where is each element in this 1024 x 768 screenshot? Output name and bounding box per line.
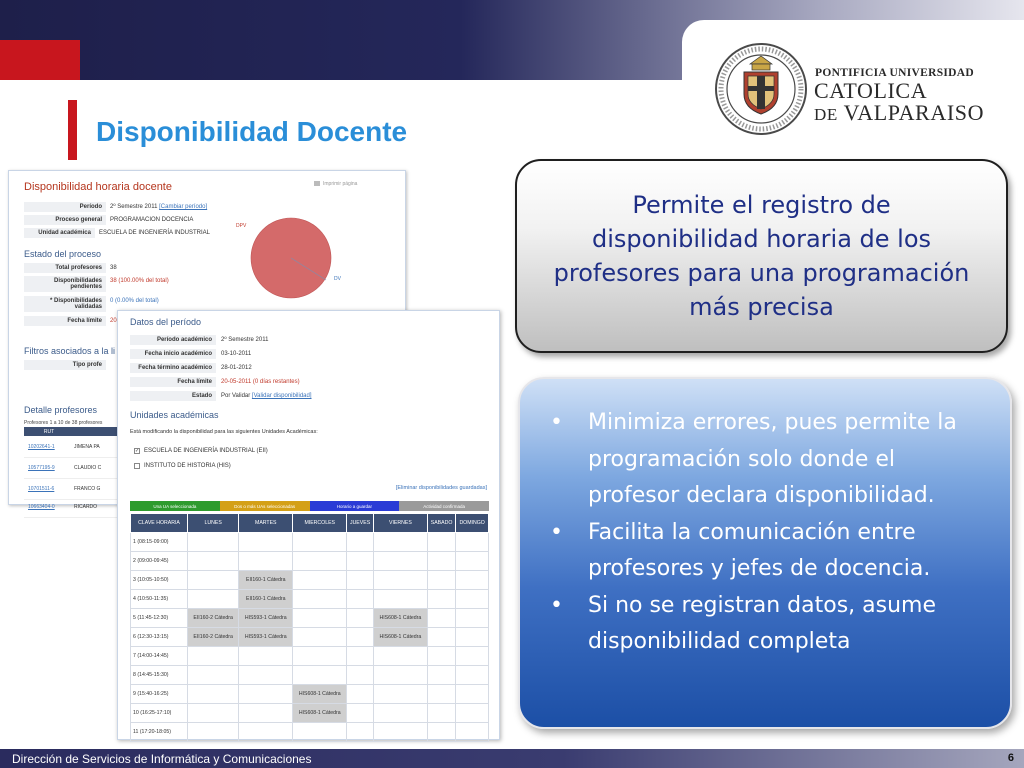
schedule-cell[interactable] (373, 704, 427, 723)
field-academic-period (130, 335, 390, 345)
university-name-line1: PONTIFICIA UNIVERSIDAD (815, 67, 974, 79)
schedule-cell[interactable] (239, 552, 293, 571)
schedule-cell[interactable] (427, 571, 455, 590)
university-name-prefix: DE (814, 105, 838, 124)
table-row (131, 571, 489, 590)
screenshot-period-data (117, 310, 500, 740)
time-slot-label: 2 (09:00-09:45) (131, 552, 188, 571)
state-pending (24, 276, 214, 292)
benefits-list (544, 405, 990, 661)
time-slot-label: 6 (12:30-13:15) (131, 628, 188, 647)
schedule-cell[interactable] (293, 533, 347, 552)
schedule-cell[interactable] (239, 723, 293, 742)
table-row (131, 628, 489, 647)
schedule-cell[interactable]: EII160-1 Cátedra (239, 590, 293, 609)
professor-name: FRANCO G (74, 486, 101, 492)
field-value: PROGRAMACION DOCENCIA (110, 217, 194, 223)
field-value: 20-05-2011 (0 días restantes) (221, 379, 300, 385)
legend-one-unit: Una UA seleccionada (130, 501, 220, 511)
legend-to-save: Horario a guardar (310, 501, 400, 511)
field-status (130, 391, 390, 401)
legend-confirmed: Actividad confirmada (399, 501, 489, 511)
time-slot-label: 9 (15:40-16:25) (131, 685, 188, 704)
schedule-cell[interactable]: HIS593-1 Cátedra (239, 609, 293, 628)
pie-label-dpv: DPV (236, 223, 247, 229)
schedule-cell[interactable] (293, 666, 347, 685)
schedule-cell[interactable] (293, 647, 347, 666)
status-value: Por Validar (221, 393, 251, 399)
period-heading: Datos del período (130, 317, 202, 327)
schedule-cell[interactable]: HIS608-1 Cátedra (293, 685, 347, 704)
table-row (131, 666, 489, 685)
schedule-cell[interactable] (188, 647, 239, 666)
column-header: SABADO (427, 514, 455, 533)
state-total (24, 263, 214, 273)
filters-heading: Filtros asociados a la li (24, 346, 116, 356)
schedule-cell[interactable] (347, 647, 374, 666)
period-value: 2º Semestre 2011 (110, 204, 158, 210)
field-label: Fecha límite (130, 377, 216, 387)
schedule-cell[interactable] (456, 552, 489, 571)
printer-icon (314, 181, 320, 186)
field-value: ESCUELA DE INGENIERÍA INDUSTRIAL (98, 230, 210, 236)
unit-checkbox-his[interactable] (134, 463, 231, 469)
table-row (131, 552, 489, 571)
schedule-cell[interactable] (293, 590, 347, 609)
rut-link[interactable]: 10701511-6 (28, 486, 55, 492)
schedule-cell[interactable]: HIS593-1 Cátedra (239, 628, 293, 647)
professor-name: CLAUDIO C (74, 465, 102, 471)
field-label: Proceso general (24, 215, 106, 225)
schedule-legend (130, 501, 489, 511)
professor-name: RICARDO (74, 504, 98, 510)
university-seal-icon (714, 42, 808, 136)
units-heading: Unidades académicas (130, 410, 219, 420)
checkbox-icon[interactable] (134, 463, 140, 469)
schedule-cell[interactable] (427, 609, 455, 628)
time-slot-label: 4 (10:50-11:35) (131, 590, 188, 609)
schedule-cell[interactable] (347, 552, 374, 571)
column-header: MARTES (239, 514, 293, 533)
field-label: Disponibilidades pendientes (24, 276, 106, 292)
legend-multiple-units: Dos o más UAs seleccionadas (220, 501, 310, 511)
column-header: DOMINGO (456, 514, 489, 533)
detail-heading: Detalle profesores (24, 405, 98, 415)
schedule-cell[interactable] (373, 552, 427, 571)
validate-availability-link[interactable]: [Validar disponibilidad] (251, 393, 312, 399)
field-value (106, 202, 211, 212)
schedule-cell[interactable] (456, 666, 489, 685)
schedule-cell[interactable] (239, 647, 293, 666)
field-label: Total profesores (24, 263, 106, 273)
schedule-header-row (131, 514, 489, 533)
schedule-cell[interactable] (456, 723, 489, 742)
list-item: • Facilita la comunicación entre profesores y jefes de docencia. (544, 515, 990, 588)
professor-name: JIMENA PA (74, 444, 100, 450)
availability-pie-chart (234, 216, 344, 306)
schedule-cell[interactable] (456, 647, 489, 666)
schedule-cell[interactable] (347, 533, 374, 552)
field-label: Estado (130, 391, 216, 401)
schedule-cell[interactable] (347, 590, 374, 609)
schedule-cell[interactable] (188, 704, 239, 723)
schedule-cell[interactable] (347, 571, 374, 590)
print-label: Imprimir página (323, 181, 358, 187)
field-label: Período (24, 202, 106, 212)
field-label: Unidad académica (24, 228, 95, 238)
schedule-cell[interactable]: HIS608-1 Cátedra (293, 704, 347, 723)
schedule-cell[interactable]: HIS608-1 Cátedra (373, 609, 427, 628)
field-period (24, 202, 214, 212)
schedule-body (131, 533, 489, 742)
checkbox-checked-icon[interactable]: ✓ (135, 448, 140, 454)
column-header-rut: RUT (43, 428, 55, 435)
schedule-cell[interactable] (373, 533, 427, 552)
schedule-cell[interactable] (239, 533, 293, 552)
table-row (131, 533, 489, 552)
field-unit (24, 228, 214, 238)
schedule-cell[interactable] (188, 590, 239, 609)
schedule-cell[interactable] (188, 571, 239, 590)
schedule-cell[interactable] (293, 723, 347, 742)
time-slot-label: 5 (11:45-12:30) (131, 609, 188, 628)
field-value: 38 (100.00% del total) (110, 278, 169, 284)
university-name-line2: CATOLICA (814, 78, 928, 103)
field-label: Fecha término académico (130, 363, 216, 373)
delete-saved-availability-link[interactable]: [Eliminar disponibilidades guardadas] (395, 485, 487, 491)
detail-subtitle: Profesores 1 a 10 de 38 profesores (24, 420, 103, 426)
table-row (131, 609, 489, 628)
schedule-cell[interactable] (373, 666, 427, 685)
rut-link[interactable]: 10577195-9 (28, 465, 55, 471)
column-header: MIERCOLES (293, 514, 347, 533)
field-value: 28-01-2012 (221, 365, 252, 371)
schedule-cell[interactable] (188, 666, 239, 685)
time-slot-label: 10 (16:25-17:10) (131, 704, 188, 723)
table-row (131, 704, 489, 723)
schedule-cell[interactable] (188, 723, 239, 742)
schedule-cell[interactable] (293, 609, 347, 628)
schedule-cell[interactable]: EII160-1 Cátedra (239, 571, 293, 590)
schedule-cell[interactable] (456, 704, 489, 723)
table-row (24, 437, 124, 458)
rut-link[interactable]: 10202641-1 (28, 444, 55, 450)
table-row (24, 458, 124, 479)
schedule-grid (130, 513, 489, 742)
field-process (24, 215, 214, 225)
schedule-cell[interactable] (188, 552, 239, 571)
field-value: 0 (0.00% del total) (110, 298, 159, 304)
field-label: * Disponibilidades validadas (24, 296, 106, 312)
pie-label-dv: DV (334, 276, 341, 282)
table-row (131, 590, 489, 609)
overview-title: Disponibilidad horaria docente (24, 181, 172, 193)
schedule-cell[interactable] (427, 723, 455, 742)
change-period-link[interactable]: [Cambiar período] (159, 204, 208, 210)
schedule-cell[interactable] (373, 723, 427, 742)
time-slot-label: 11 (17:20-18:05) (131, 723, 188, 742)
schedule-cell[interactable]: HIS608-1 Cátedra (373, 628, 427, 647)
rut-link[interactable]: 10663404-0 (28, 504, 55, 510)
callout-description (515, 159, 1008, 353)
university-name-line3 (814, 100, 984, 126)
footer-band (0, 749, 1024, 768)
column-header: VIERNES (373, 514, 427, 533)
schedule-cell[interactable] (188, 533, 239, 552)
schedule-cell[interactable] (293, 571, 347, 590)
schedule-cell[interactable] (188, 685, 239, 704)
field-value (216, 391, 317, 401)
state-heading: Estado del proceso (24, 249, 102, 259)
column-header: LUNES (188, 514, 239, 533)
schedule-cell[interactable] (373, 647, 427, 666)
schedule-cell[interactable]: EII160-2 Cátedra (188, 628, 239, 647)
table-row (131, 723, 489, 742)
list-item: • Si no se registran datos, asume disponibilidad completa (544, 588, 990, 661)
schedule-cell[interactable] (456, 590, 489, 609)
field-start-date (130, 349, 390, 359)
field-label: Fecha inicio académico (130, 349, 216, 359)
schedule-cell[interactable] (347, 628, 374, 647)
field-deadline (130, 377, 390, 387)
time-slot-label: 1 (08:15-09:00) (131, 533, 188, 552)
schedule-cell[interactable] (347, 666, 374, 685)
schedule-cell[interactable] (373, 571, 427, 590)
schedule-cell[interactable] (373, 685, 427, 704)
schedule-cell[interactable] (347, 685, 374, 704)
column-header: JUEVES (347, 514, 374, 533)
schedule-cell[interactable] (239, 704, 293, 723)
callout-description-text: Permite el registro de disponibilidad horaria de los profesores para una programación más precisa (553, 191, 970, 321)
field-end-date (130, 363, 390, 373)
schedule-cell[interactable] (347, 609, 374, 628)
list-item: • Minimiza errores, pues permite la programación solo donde el profesor declara disponibilidad. (544, 405, 990, 515)
field-value: 2º Semestre 2011 (221, 337, 269, 343)
schedule-cell[interactable] (427, 685, 455, 704)
schedule-cell[interactable] (427, 704, 455, 723)
schedule-cell[interactable] (456, 533, 489, 552)
schedule-cell[interactable] (427, 647, 455, 666)
field-label: Tipo profe (24, 360, 106, 370)
units-description: Está modificando la disponibilidad para las siguientes Unidades Académicas: (130, 429, 318, 435)
schedule-cell[interactable] (456, 571, 489, 590)
schedule-cell[interactable] (373, 590, 427, 609)
header-red-block (0, 40, 80, 80)
field-value: 20 (110, 318, 117, 324)
schedule-cell[interactable] (427, 533, 455, 552)
footer-text: Dirección de Servicios de Informática y Comunicaciones (12, 752, 312, 766)
schedule-cell[interactable] (347, 723, 374, 742)
table-row (24, 497, 124, 518)
unit-label: INSTITUTO DE HISTORIA (HIS) (144, 463, 231, 469)
schedule-cell[interactable] (239, 666, 293, 685)
callout-benefits (518, 377, 1012, 729)
schedule-cell[interactable] (239, 685, 293, 704)
unit-checkbox-eii[interactable] (134, 448, 268, 454)
schedule-cell[interactable] (293, 628, 347, 647)
schedule-cell[interactable] (456, 628, 489, 647)
table-row (131, 647, 489, 666)
schedule-cell[interactable] (456, 609, 489, 628)
time-slot-label: 7 (14:00-14:45) (131, 647, 188, 666)
schedule-cell[interactable] (293, 552, 347, 571)
print-link[interactable] (314, 181, 357, 187)
schedule-cell[interactable]: EII160-2 Cátedra (188, 609, 239, 628)
field-label: Período académico (130, 335, 216, 345)
page-number: 6 (1007, 752, 1014, 764)
field-value: 38 (110, 265, 117, 271)
unit-label: ESCUELA DE INGENIERÍA INDUSTRIAL (EII) (144, 448, 268, 454)
page-title: Disponibilidad Docente (96, 116, 408, 147)
schedule-cell[interactable] (427, 666, 455, 685)
field-value: 03-10-2011 (221, 351, 252, 357)
time-slot-label: 8 (14:45-15:30) (131, 666, 188, 685)
field-label: Fecha límite (24, 316, 106, 326)
university-name-city: VALPARAISO (843, 100, 985, 125)
schedule-cell[interactable] (427, 590, 455, 609)
column-header: CLAVE HORARIA (131, 514, 188, 533)
schedule-cell[interactable] (427, 552, 455, 571)
schedule-cell[interactable] (347, 704, 374, 723)
schedule-cell[interactable] (427, 628, 455, 647)
title-accent-bar (68, 100, 77, 160)
table-row (131, 685, 489, 704)
schedule-cell[interactable] (456, 685, 489, 704)
detail-table-header (24, 427, 124, 436)
time-slot-label: 3 (10:05-10:50) (131, 571, 188, 590)
